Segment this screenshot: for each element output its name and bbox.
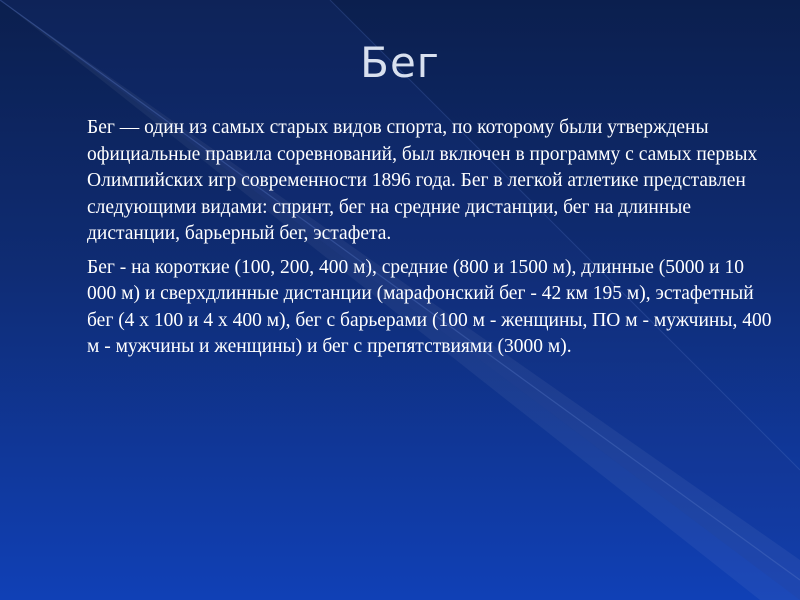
paragraph-intro: Бег — один из самых старых видов спорта, по которому были утверждены официальные правила соревнований, был включен в программу с самых первых Олимпийских игр современности 1896 года. Бег в легкой атлетике представлен следующими видами: спринт, бег на средние дистанции, бег на длинные дистанции, барьерный бег, эстафета. bbox=[87, 117, 758, 244]
slide-title: Бег bbox=[360, 38, 440, 87]
slide-body bbox=[87, 115, 777, 368]
paragraph-distances: Бег - на короткие (100, 200, 400 м), средние (800 и 1500 м), длинные (5000 и 10 000 м) и сверхдлинные дистанции (марафонский бег - 42 км 195 м), эстафетный бег (4 х 100 и 4 х 400 м), бег с барьерами (100 м - женщины, ПО м - мужчины, 400 м - мужчины и женщины) и бег с препятствиями (3000 м). bbox=[87, 256, 772, 357]
